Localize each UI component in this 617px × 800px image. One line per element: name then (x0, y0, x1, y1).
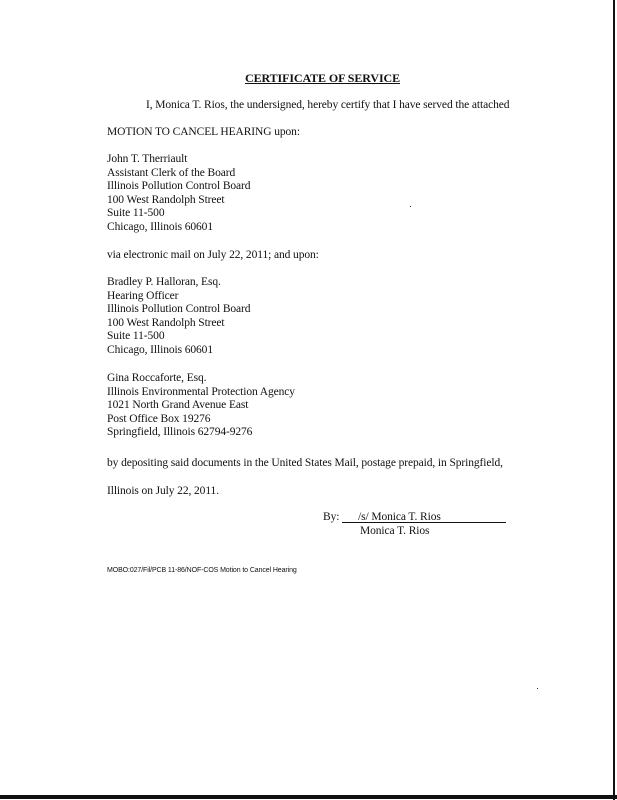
address-line: 100 West Randolph Street (107, 316, 225, 329)
address-line: Post Office Box 19276 (107, 412, 211, 425)
document-title: CERTIFICATE OF SERVICE (245, 71, 400, 85)
date-line: Illinois on July 22, 2011. (107, 485, 219, 497)
address-line: Hearing Officer (107, 289, 179, 302)
address-line: John T. Therriault (107, 153, 188, 165)
address-line: Suite 11-500 (107, 207, 165, 220)
document-footer-reference: MOBO:027/Fil/PCB 11-86/NOF-COS Motion to Cancel Hearing (107, 567, 297, 574)
address-line: Chicago, Illinois 60601 (107, 343, 213, 356)
signer-name: Monica T. Rios (360, 525, 430, 537)
motion-line: MOTION TO CANCEL HEARING upon: (107, 126, 300, 138)
intro-paragraph: I, Monica T. Rios, the undersigned, hereby certify that I have served the attached (146, 99, 510, 111)
recipient-address-epa (107, 372, 295, 440)
deposit-paragraph: by depositing said documents in the United States Mail, postage prepaid, in Springfield, (107, 457, 503, 469)
address-line: Suite 11-500 (107, 330, 165, 343)
address-line: Bradley P. Halloran, Esq. (107, 276, 221, 288)
signature-by-label: By: (323, 511, 340, 523)
scan-edge-bottom (0, 795, 617, 799)
address-line: Springfield, Illinois 62794-9276 (107, 426, 253, 439)
recipient-address-hearing-officer (107, 276, 250, 358)
electronic-signature: /s/ Monica T. Rios (358, 511, 441, 523)
address-line: Illinois Pollution Control Board (107, 303, 251, 316)
address-line: Illinois Environmental Protection Agency (107, 385, 295, 398)
scan-speck (410, 206, 411, 207)
address-line: 100 West Randolph Street (107, 193, 225, 206)
address-line: Chicago, Illinois 60601 (107, 220, 213, 233)
service-method-line: via electronic mail on July 22, 2011; and upon: (107, 249, 319, 261)
recipient-address-clerk (107, 153, 250, 235)
address-line: Gina Roccaforte, Esq. (107, 372, 207, 384)
address-line: 1021 North Grand Avenue East (107, 399, 249, 412)
address-line: Illinois Pollution Control Board (107, 180, 251, 193)
scan-speck (537, 688, 538, 689)
address-line: Assistant Clerk of the Board (107, 166, 236, 179)
scan-edge-right (613, 0, 615, 800)
